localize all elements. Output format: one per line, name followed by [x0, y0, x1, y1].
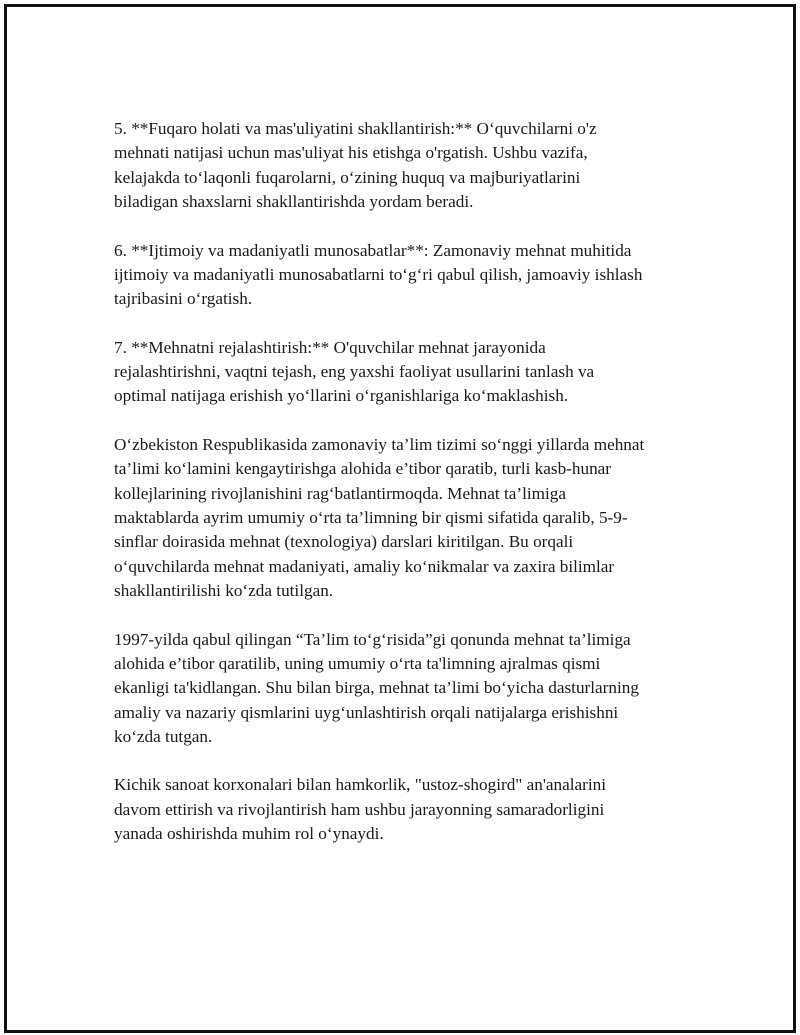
paragraph-1997-law: 1997-yilda qabul qilingan “Ta’lim toʻgʻrisida”gi qonunda mehnat ta’limiga alohida e’tibor qaratilib, uning umumiy oʻrta ta'limning ajralmas qismi ekanligi ta'kidlangan. Shu bilan birga, mehnat ta’limi boʻyicha dasturlarning amaliy va nazariy qismlarini uygʻunlashtirish orqali natijalarga erishishni koʻzda tutgan. — [114, 629, 639, 746]
paragraph-work-planning: 7. **Mehnatni rejalashtirish:** O'quvchilar mehnat jarayonida rejalashtirishni, vaqtni tejash, eng yaxshi faoliyat usullarini tanlash va optimal natijaga erishish yoʻllarini oʻrganishlariga koʻmaklashish. — [114, 337, 595, 406]
paragraph-civic-responsibility: 5. **Fuqaro holati va mas'uliyatini shakllantirish:** Oʻquvchilarni o'z mehnati natijasi uchun mas'uliyat his etishga o'rgatish. Ushbu vazifa, kelajakda toʻlaqonli fuqarolarni, oʻzining huquq va majburiyatlarini biladigan shaxslarni shakllantirishda yordam beradi. — [114, 119, 597, 211]
paragraph-social-relations: 6. **Ijtimoiy va madaniyatli munosabatlar**: Zamonaviy mehnat muhitida ijtimoiy va madaniyatli munosabatlarni toʻgʻri qabul qilish, jamoaviy ishlash tajribasini oʻrgatish. — [114, 240, 643, 309]
paragraph-uzbekistan-education: Oʻzbekiston Respublikasida zamonaviy ta’lim tizimi soʻnggi yillarda mehnat ta’limi koʻlamini kengaytirishga alohida e’tibor qaratib, turli kasb-hunar kollejlarining rivojlanishini ragʻbatlantirmoqda. Mehnat ta’limiga maktablarda ayrim umumiy oʻrta ta’limning bir qismi sifatida qaralib, 5-9- sinflar doirasida mehnat (texnologiya) darslari kiritilgan. Bu orqali oʻquvchilarda mehnat madaniyati, amaliy koʻnikmalar va zaxira bilimlar shakllantirilishi koʻzda tutilgan. — [114, 435, 645, 600]
paragraph-industry-cooperation: Kichik sanoat korxonalari bilan hamkorlik, "ustoz-shogird" an'analarini davom ettirish va rivojlantirish ham ushbu jarayonning samaradorligini yanada oshirishda muhim rol oʻynaydi. — [114, 775, 607, 844]
document-body — [114, 117, 699, 871]
